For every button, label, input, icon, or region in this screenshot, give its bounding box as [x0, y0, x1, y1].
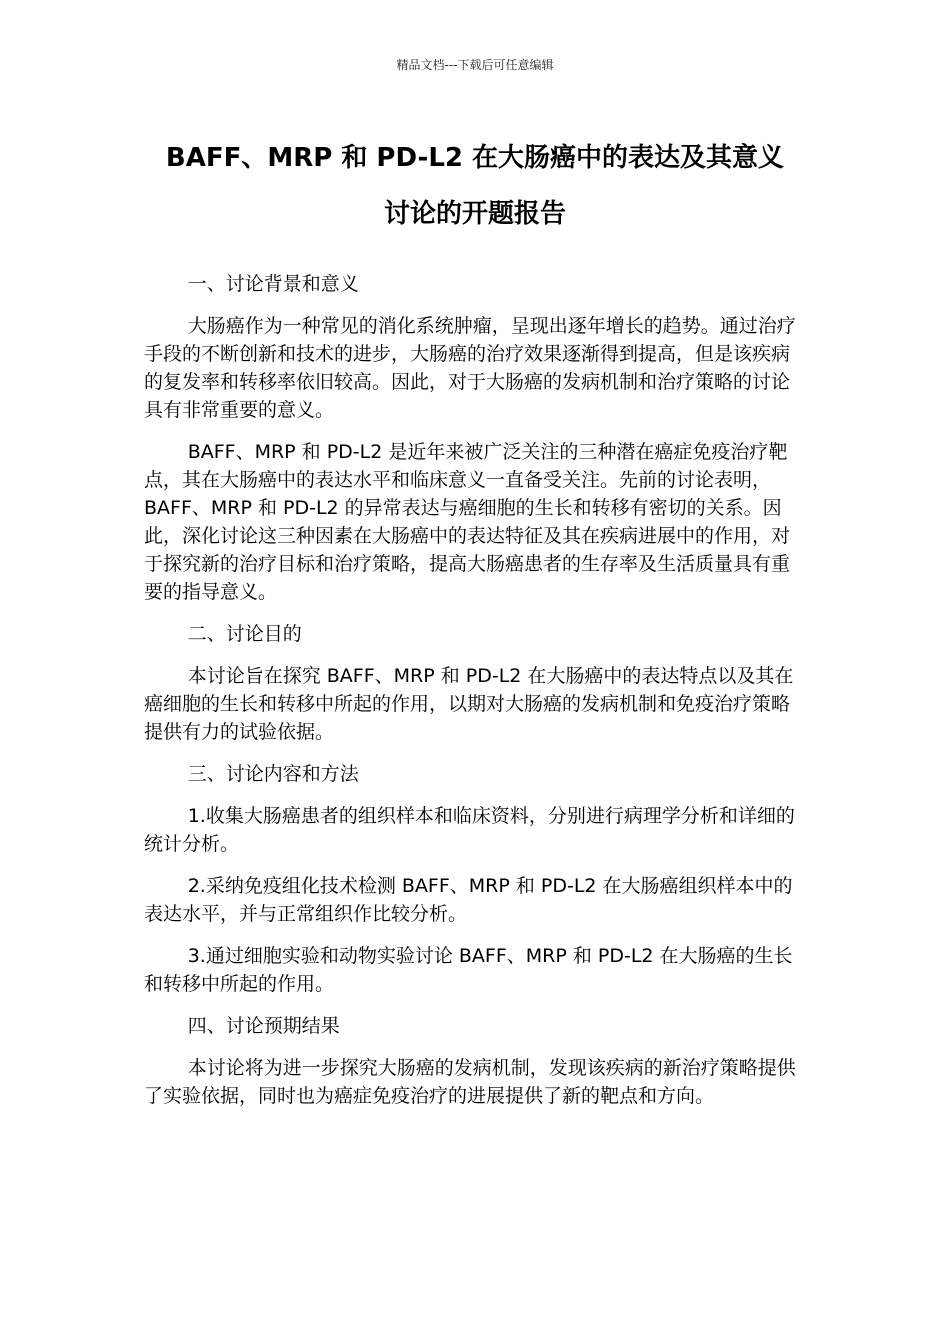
background-paragraph-1: 大肠癌作为一种常见的消化系统肿瘤，呈现出逐年增长的趋势。通过治疗手段的不断创新和技术的进步，大肠癌的治疗效果逐渐得到提高，但是该疾病的复发率和转移率依旧较高。因此，对于大肠癌的发病机制和治疗策略的讨论具有非常重要的意义。	[144, 315, 796, 421]
background-paragraph-2: BAFF、MRP 和 PD-L2 是近年来被广泛关注的三种潜在癌症免疫治疗靶点，其在大肠癌中的表达水平和临床意义一直备受关注。先前的讨论表明，BAFF、MRP 和 PD-L2 的异常表达与癌细胞的生长和转移有密切的关系。因此，深化讨论这三种因素在大肠癌中的表达特征及其在疾病进展中的作用，对于探究新的治疗目标和治疗策略，提高大肠癌患者的生存率及生活质量具有重要的指导意义。	[144, 441, 791, 603]
section-heading-expected: 四、讨论预期结果	[187, 1015, 340, 1037]
purpose-paragraph: 本讨论旨在探究 BAFF、MRP 和 PD-L2 在大肠癌中的表达特点以及其在癌细胞的生长和转移中所起的作用，以期对大肠癌的发病机制和免疫治疗策略提供有力的试验依据。	[144, 665, 794, 743]
section-heading-background: 一、讨论背景和意义	[187, 273, 359, 295]
header-note: 精品文档---下载后可任意编辑	[396, 58, 554, 72]
document-title	[100, 130, 850, 242]
methods-item-3: 3.通过细胞实验和动物实验讨论 BAFF、MRP 和 PD-L2 在大肠癌的生长和转移中所起的作用。	[144, 945, 793, 995]
title-line-2: 讨论的开题报告	[383, 199, 566, 229]
document-body	[144, 270, 804, 1124]
methods-item-2: 2.采纳免疫组化技术检测 BAFF、MRP 和 PD-L2 在大肠癌组织样本中的表达水平，并与正常组织作比较分析。	[144, 875, 793, 925]
methods-item-1: 1.收集大肠癌患者的组织样本和临床资料，分别进行病理学分析和详细的统计分析。	[144, 805, 795, 855]
section-heading-purpose: 二、讨论目的	[187, 623, 302, 645]
title-line-1: BAFF、MRP 和 PD-L2 在大肠癌中的表达及其意义	[165, 143, 785, 173]
section-heading-methods: 三、讨论内容和方法	[187, 763, 359, 785]
expected-paragraph: 本讨论将为进一步探究大肠癌的发病机制，发现该疾病的新治疗策略提供了实验依据，同时也为癌症免疫治疗的进展提供了新的靶点和方向。	[144, 1057, 796, 1107]
